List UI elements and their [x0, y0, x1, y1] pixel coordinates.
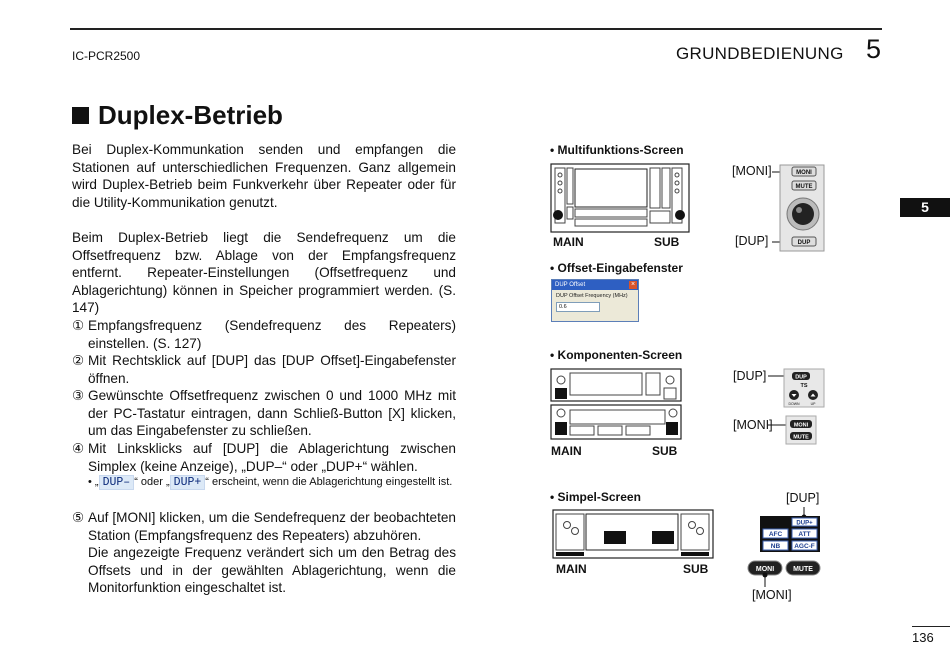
step-text: Empfangsfrequenz (Sendefrequenz des Repeaters) einstellen. (S. 127) [88, 318, 456, 351]
simpel-btn-dupplus[interactable]: DUP+ [796, 520, 813, 527]
komp-label-down: DOWN [788, 402, 800, 406]
offset-frequency-input[interactable]: 0.6 [556, 302, 600, 312]
komp-btn-mute[interactable]: MUTE [793, 434, 809, 441]
offset-field-label: DUP Offset Frequency (MHz) [556, 293, 628, 299]
simpel-btn-agcf[interactable]: AGC-F [794, 543, 815, 550]
dup-minus-indicator: DUP– [99, 475, 135, 490]
multi-sub-label: SUB [654, 235, 680, 249]
section-title-text: Duplex-Betrieb [98, 100, 283, 130]
bullet-note [88, 476, 456, 489]
window-title: DUP Offset [555, 282, 586, 288]
multi-control-panel [770, 164, 830, 254]
komp-btn-dup[interactable]: DUP [795, 374, 807, 381]
header-rule [70, 28, 882, 30]
komp-btn-ts: TS [800, 383, 808, 389]
chapter-side-tab: 5 [900, 198, 950, 217]
window-titlebar [552, 280, 638, 290]
multi-dup-callout: [DUP] [735, 234, 769, 248]
step-number: ② [72, 353, 85, 368]
multi-main-label: MAIN [553, 235, 584, 249]
komp-screen-heading: • Komponenten-Screen [550, 348, 683, 362]
simpel-btn-att[interactable]: ATT [798, 531, 811, 538]
offset-paragraph: Beim Duplex-Betrieb liegt die Sendefrequenz um die Offsetfrequenz bzw. Ablage von der Empfangsfrequenz entfernt. Repeater-Einstellungen (Offsetfrequenz und Ablagerichtung) können in Speicher programmiert werden. (S. 147) [72, 230, 456, 316]
chapter-number: 5 [866, 34, 882, 64]
offset-window-heading: • Offset-Eingabefenster [550, 261, 683, 275]
step-number: ⑤ [72, 510, 85, 525]
close-icon[interactable]: × [630, 281, 636, 288]
step-number: ③ [72, 388, 85, 403]
step-text: Auf [MONI] klicken, um die Sendefrequenz der beobachteten Station (Empfangsfrequenz des Repeaters) abzuhören. [88, 510, 456, 543]
simpel-sub-label: SUB [683, 562, 709, 576]
komp-dup-callout: [DUP] [733, 369, 767, 383]
multi-screen-diagram [550, 163, 690, 233]
bullet-prefix: „ [94, 476, 99, 488]
step-2 [72, 352, 456, 387]
simpel-screen-diagram [552, 509, 714, 559]
simpel-main-label: MAIN [556, 562, 587, 576]
simpel-control-panel [746, 505, 824, 589]
komp-label-up: UP [810, 402, 816, 406]
step-4 [72, 440, 456, 475]
komp-moni-callout: [MONI] [733, 418, 773, 432]
komp-btn-moni[interactable]: MONI [793, 422, 809, 429]
step-3 [72, 387, 456, 440]
step-text: Gewünschte Offsetfrequenz zwischen 0 und 1000 MHz mit der PC-Tastatur eintragen, dann Schließ-Button [X] klicken, um das Eingabefenster zu schließen. [88, 388, 456, 439]
footer-rule [912, 626, 950, 627]
simpel-screen-heading: • Simpel-Screen [550, 490, 641, 504]
dup-offset-window [551, 279, 639, 322]
page-number: 136 [912, 630, 934, 645]
komp-control-panel [766, 368, 826, 448]
step-1 [72, 317, 456, 352]
square-bullet-icon [72, 107, 89, 124]
dup-plus-indicator: DUP+ [170, 475, 206, 490]
model-name: IC-PCR2500 [72, 49, 141, 63]
simpel-btn-nb[interactable]: NB [770, 543, 781, 550]
step-5-note: Die angezeigte Frequenz verändert sich um den Betrag des Offsets und in der gewählten Ablagerichtung, wenn die Monitorfunktion eingeschaltet ist. [88, 545, 456, 596]
step-number: ① [72, 318, 85, 333]
multi-btn-mute[interactable]: MUTE [795, 184, 813, 190]
multi-screen-heading: • Multifunktions-Screen [550, 143, 684, 157]
bullet-suffix: “ erscheint, wenn die Ablagerichtung eingestellt ist. [205, 476, 453, 488]
simpel-btn-moni[interactable]: MONI [755, 566, 775, 573]
step-text: Mit Rechtsklick auf [DUP] das [DUP Offset]-Eingabefenster öffnen. [88, 353, 456, 386]
section-title [72, 100, 283, 131]
step-number: ④ [72, 441, 85, 456]
multi-btn-dup[interactable]: DUP [797, 240, 811, 246]
komp-sub-label: SUB [652, 444, 678, 458]
komp-main-label: MAIN [551, 444, 582, 458]
bullet-mid: “ oder „ [134, 476, 170, 488]
step-5 [72, 509, 456, 597]
multi-moni-callout: [MONI] [732, 164, 772, 178]
simpel-btn-afc[interactable]: AFC [768, 531, 783, 538]
step-text: Mit Linksklicks auf [DUP] die Ablagerichtung zwischen Simplex (keine Anzeige), „DUP–“ oder „DUP+“ wählen. [88, 441, 456, 474]
intro-paragraph: Bei Duplex-Kommunkation senden und empfangen die Stationen auf unterschiedlichen Frequenzen. Ganz allgemein wird Duplex-Betrieb beim Funkverkehr über Repeater oder für die Utility-Kommunikation genutzt. [72, 142, 456, 210]
multi-btn-moni[interactable]: MONI [796, 170, 812, 176]
komp-screen-diagram [550, 368, 682, 440]
simpel-btn-mute[interactable]: MUTE [793, 566, 813, 573]
chapter-title: GRUNDBEDIENUNG [676, 44, 844, 63]
bullet-mark: • [88, 476, 92, 488]
simpel-moni-callout: [MONI] [752, 588, 792, 602]
simpel-dup-callout: [DUP] [786, 491, 820, 505]
